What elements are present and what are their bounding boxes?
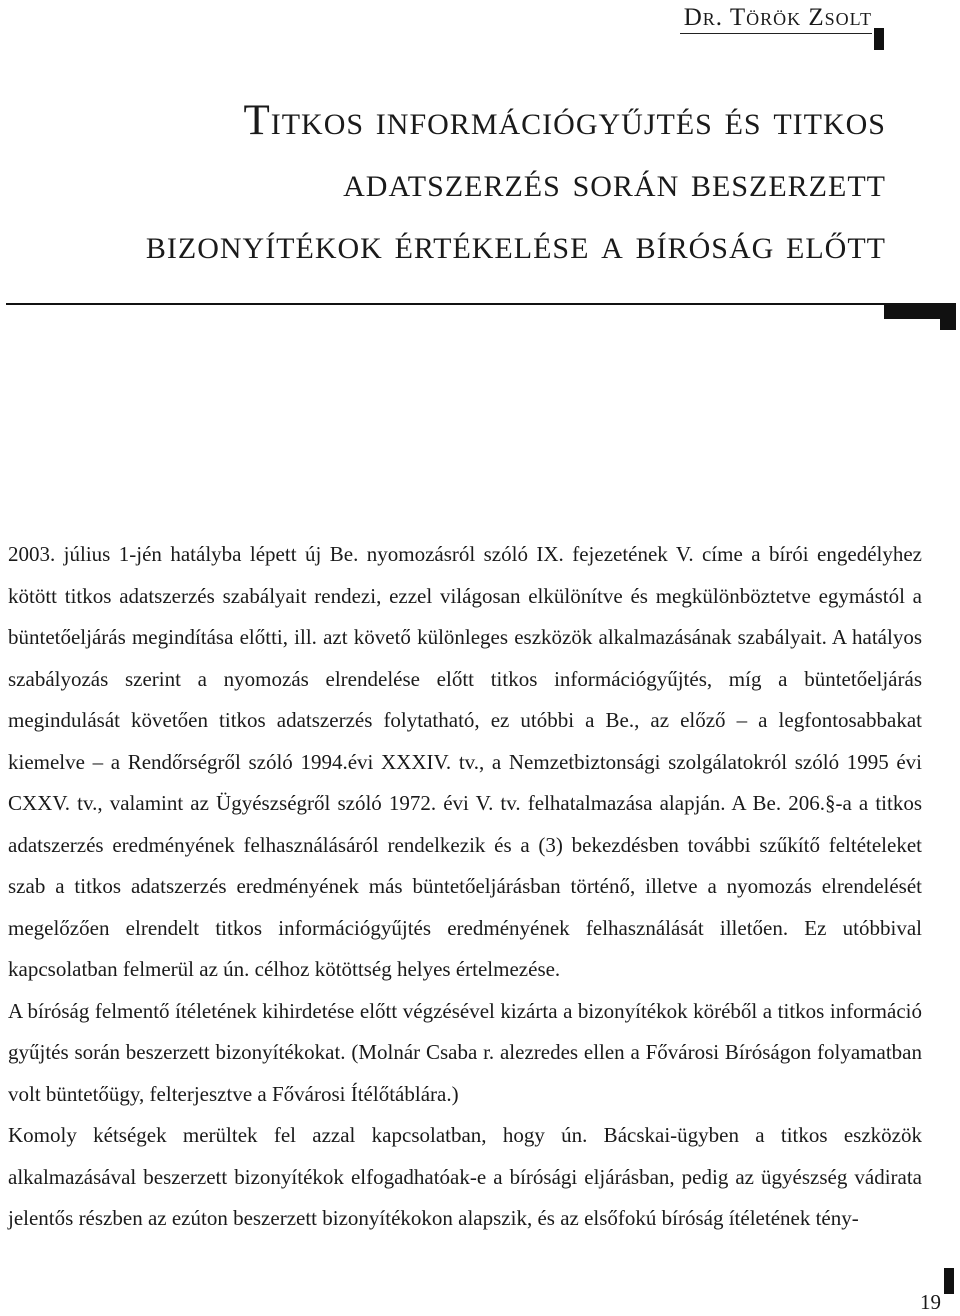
paragraph: 2003. július 1-jén hatályba lépett új Be. nyomozásról szóló IX. fejezetének V. címe a bírói engedélyhez kötött titkos adatszerzés szabályait rendezi, ezzel világosan elkülönítve és megkülönböztetve egymástól a büntetőeljárás megindítása előtti, ill. azt követő különleges eszközök alkalmazásának szabályait. A hatályos szabályozás szerint a nyomozás elrendelése előtt titkos információgyűjtés, míg a büntetőeljárás megindulását követően titkos adatszerzés folytatható, ez utóbbi a Be., az előző – a legfontosabbakat kiemelve – a Rendőrségről szóló 1994.évi XXXIV. tv., a Nemzetbiztonsági szolgálatokról szóló 1995 évi CXXV. tv., valamint az Ügyészségről szóló 1972. évi V. tv. felhatalmazása alapján. A Be. 206.§-a a titkos adatszerzés eredményének felhasználásáról rendelkezik és a (3) bekezdésben további szűkítő feltételeket szab a titkos adatszerzés eredményének más büntetőeljárásban történő, illetve a nyomozás elrendelését megelőzően elrendelt titkos információgyűjtés eredményének felhasználását illetően. Ez utóbbival kapcsolatban felmerül az ún. célhoz kötöttség helyes értelmezése. [8,542,922,981]
title-line-3: bizonyítékok értékelése a bíróság előtt [145,221,886,268]
title-line-1: Titkos információgyűjtés és titkos [243,97,886,144]
paragraph: Komoly kétségek merültek fel azzal kapcsolatban, hogy ún. Bácskai-ügyben a titkos eszközök alkalmazásával beszerzett bizonyítékok elfogadhatóak-e a bírósági eljárásban, pedig az ügyészség vádirata jelentős részben az ezúton beszerzett bizonyítékokon alapszik, és az elsőfokú bíróság ítéletének tény- [8,1123,922,1230]
page-number: 19 [920,1290,941,1314]
article-body [8,534,922,1240]
title-divider [6,303,956,305]
divider-corner-stem [940,305,956,330]
article-title [6,90,886,276]
title-line-2: adatszerzés során beszerzett [343,159,886,206]
corner-mark-bottom [944,1268,954,1294]
author-underline [680,33,872,34]
author-name: Dr. Török Zsolt [683,4,872,31]
corner-mark-top [874,28,884,50]
paragraph: A bíróság felmentő ítéletének kihirdetése előtt végzésével kizárta a bizonyítékok köréből a titkos információ gyűjtés során beszerzett bizonyítékokat. (Molnár Csaba r. alezredes ellen a Fővárosi Bíróságon folyamatban volt büntetőügy, felterjesztve a Fővárosi Ítélőtáblára.) [8,998,922,1106]
